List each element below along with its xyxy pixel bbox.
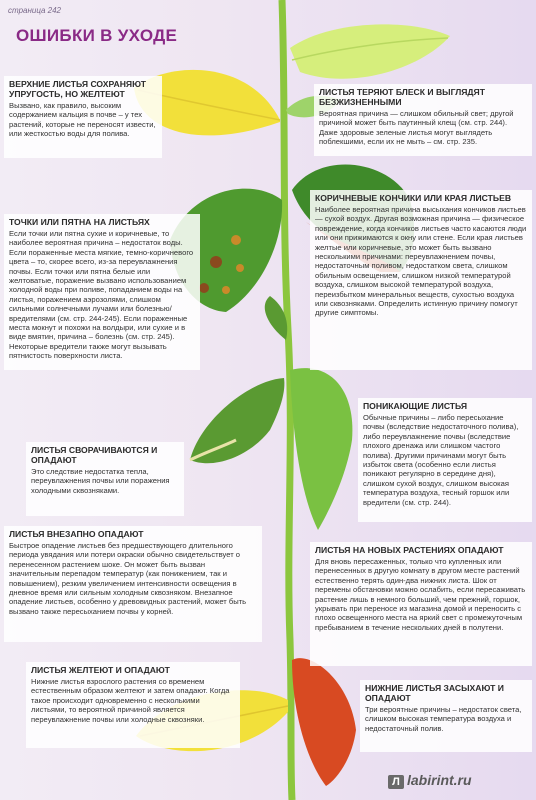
leaf-drooping <box>290 368 352 530</box>
note-body: Вероятная причина — слишком обильный свет; другой причиной может быть паутинный клещ (см. стр. 244). Даже здоровые зеленые листья могут выглядеть поблекшими, если их не мыть – см. стр. 235. <box>319 109 514 147</box>
note-title: НИЖНИЕ ЛИСТЬЯ ЗАСЫХАЮТ И ОПАДАЮТ <box>365 683 504 703</box>
note-body: Нижние листья взрослого растения со временем естественным образом желтеют и затем опадают. Когда такое происходит одновременно с несколькими листьями, то вероятной причиной является переувлажнение почвы или холодные сквозняки. <box>31 677 230 724</box>
note-title: ЛИСТЬЯ СВОРАЧИВАЮТСЯ И ОПАДАЮТ <box>31 445 158 465</box>
labirint-logo-icon: Л <box>388 775 404 789</box>
leaf-top-green <box>290 24 450 78</box>
note-title: ЛИСТЬЯ ЖЕЛТЕЮТ И ОПАДАЮТ <box>31 665 170 675</box>
note-body: Вызвано, как правило, высоким содержанием кальция в почве – у тех растений, которые не переносят извести, или жесткостью воды для полива. <box>9 101 156 139</box>
note-yellow-drop <box>26 662 240 748</box>
note-title: ЛИСТЬЯ НА НОВЫХ РАСТЕНИЯХ ОПАДАЮТ <box>315 545 504 555</box>
note-curling <box>26 442 184 516</box>
leaf-orange <box>292 658 356 786</box>
note-spots <box>4 214 200 370</box>
note-body: Обычные причины – либо пересыхание почвы (вследствие недостаточного полива), либо переувлажнение почвы (вследствие плохого дренажа или слишком частого полива). Другими причинами могут быть избыток света (особенно если листья поникают регулярно в середине дня), слишком сухой воздух, слишком высокая температура воздуха, тесный горшок или вредители (см. стр. 244). <box>363 413 519 507</box>
note-drooping <box>358 398 532 522</box>
note-title: ПОНИКАЮЩИЕ ЛИСТЬЯ <box>363 401 468 411</box>
watermark <box>388 772 472 789</box>
note-title: ВЕРХНИЕ ЛИСТЬЯ СОХРАНЯЮТ УПРУГОСТЬ, НО ЖЕЛТЕЮТ <box>9 79 146 99</box>
note-sudden-drop <box>4 526 262 642</box>
note-title: КОРИЧНЕВЫЕ КОНЧИКИ ИЛИ КРАЯ ЛИСТЬЕВ <box>315 193 512 203</box>
note-new-plants <box>310 542 532 666</box>
watermark-text: labirint.ru <box>407 772 472 788</box>
page-number: страница 242 <box>8 6 62 15</box>
note-upper-yellow <box>4 76 162 158</box>
note-body: Быстрое опадение листьев без предшествующего длительного периода увядания или потери окраски обычно свидетельствует о перенесенном растением шоке. Он может быть вызван значительным перепадом температур (как понижением, так и повышением), резким увеличением интенсивности освещения в дневное время или сильным холодным сквозняком. Внезапное опадение листьев, особенно у древовидных растений, может быть вызвано также пересыханием почвы у корней. <box>9 541 247 616</box>
note-body: Если точки или пятна сухие и коричневые, то наиболее вероятная причина – недостаток воды. Если пораженные места мягкие, темно-коричневого цвета – то, скорее всего, из-за переувлажнения почвы. Если точки или пятна белые или желтоватые, поражение вызвано использованием холодной воды при поливе, попаданием воды на листья, поражением аэрозолями, слишком сильными солнечными лучами или болезнью/вредителями (см. стр. 244-245). Если пораженные места мокнут и похожи на волдыри, или сухие и в виде вмятин, причина – болезнь (см. стр. 245). Некоторые вредители также могут вызывать пятнистость поверхности листа. <box>9 229 194 361</box>
note-body: Наиболее вероятная причина высыхания кончиков листьев — сухой воздух. Другая возможная причина — физическое повреждение, когда кончиков листьев часто касаются люди или они прижимаются к окну или стене. Если края листьев желтые или коричневые, это может быть вызвано несколькими причинами: переувлажнением почвы, недостаточным поливом, недостатком света, слишком обильным освещением, слишком низкой температурой воздуха, слишком высокой температурой воздуха, переизбытком минеральных веществ, сухостью воздуха или сквозняками. Определить истинную причину помогут другие симптомы. <box>315 205 527 318</box>
plant-stem <box>282 0 292 800</box>
page-heading: ОШИБКИ В УХОДЕ <box>16 26 178 45</box>
note-brown-tips <box>310 190 532 370</box>
leaf-curling <box>190 378 284 463</box>
note-body: Для вновь пересаженных, только что купленных или перенесенных в другую комнату в другом месте растений естественно терять один-два нижних листа. Шок от перемены обстановки можно ослабить, если пересаживать растение лишь в немного больший, чем прежний, горшок, укрывать при переносе из магазина домой и переносить с плохо освещенного места на яркий свет с промежуточным пребыванием в течение нескольких дней в полутени. <box>315 557 526 632</box>
note-body: Три вероятные причины – недостаток света, слишком высокая температура воздуха и недостаточный полив. <box>365 705 522 733</box>
note-title: ТОЧКИ ИЛИ ПЯТНА НА ЛИСТЬЯХ <box>9 217 150 227</box>
note-body: Это следствие недостатка тепла, переувлажнения почвы или поражения холодными сквозняками. <box>31 467 170 495</box>
note-title: ЛИСТЬЯ ВНЕЗАПНО ОПАДАЮТ <box>9 529 144 539</box>
note-title: ЛИСТЬЯ ТЕРЯЮТ БЛЕСК И ВЫГЛЯДЯТ БЕЗЖИЗНЕННЫМИ <box>319 87 485 107</box>
note-lower-dry <box>360 680 532 752</box>
note-dull-leaves <box>314 84 532 156</box>
